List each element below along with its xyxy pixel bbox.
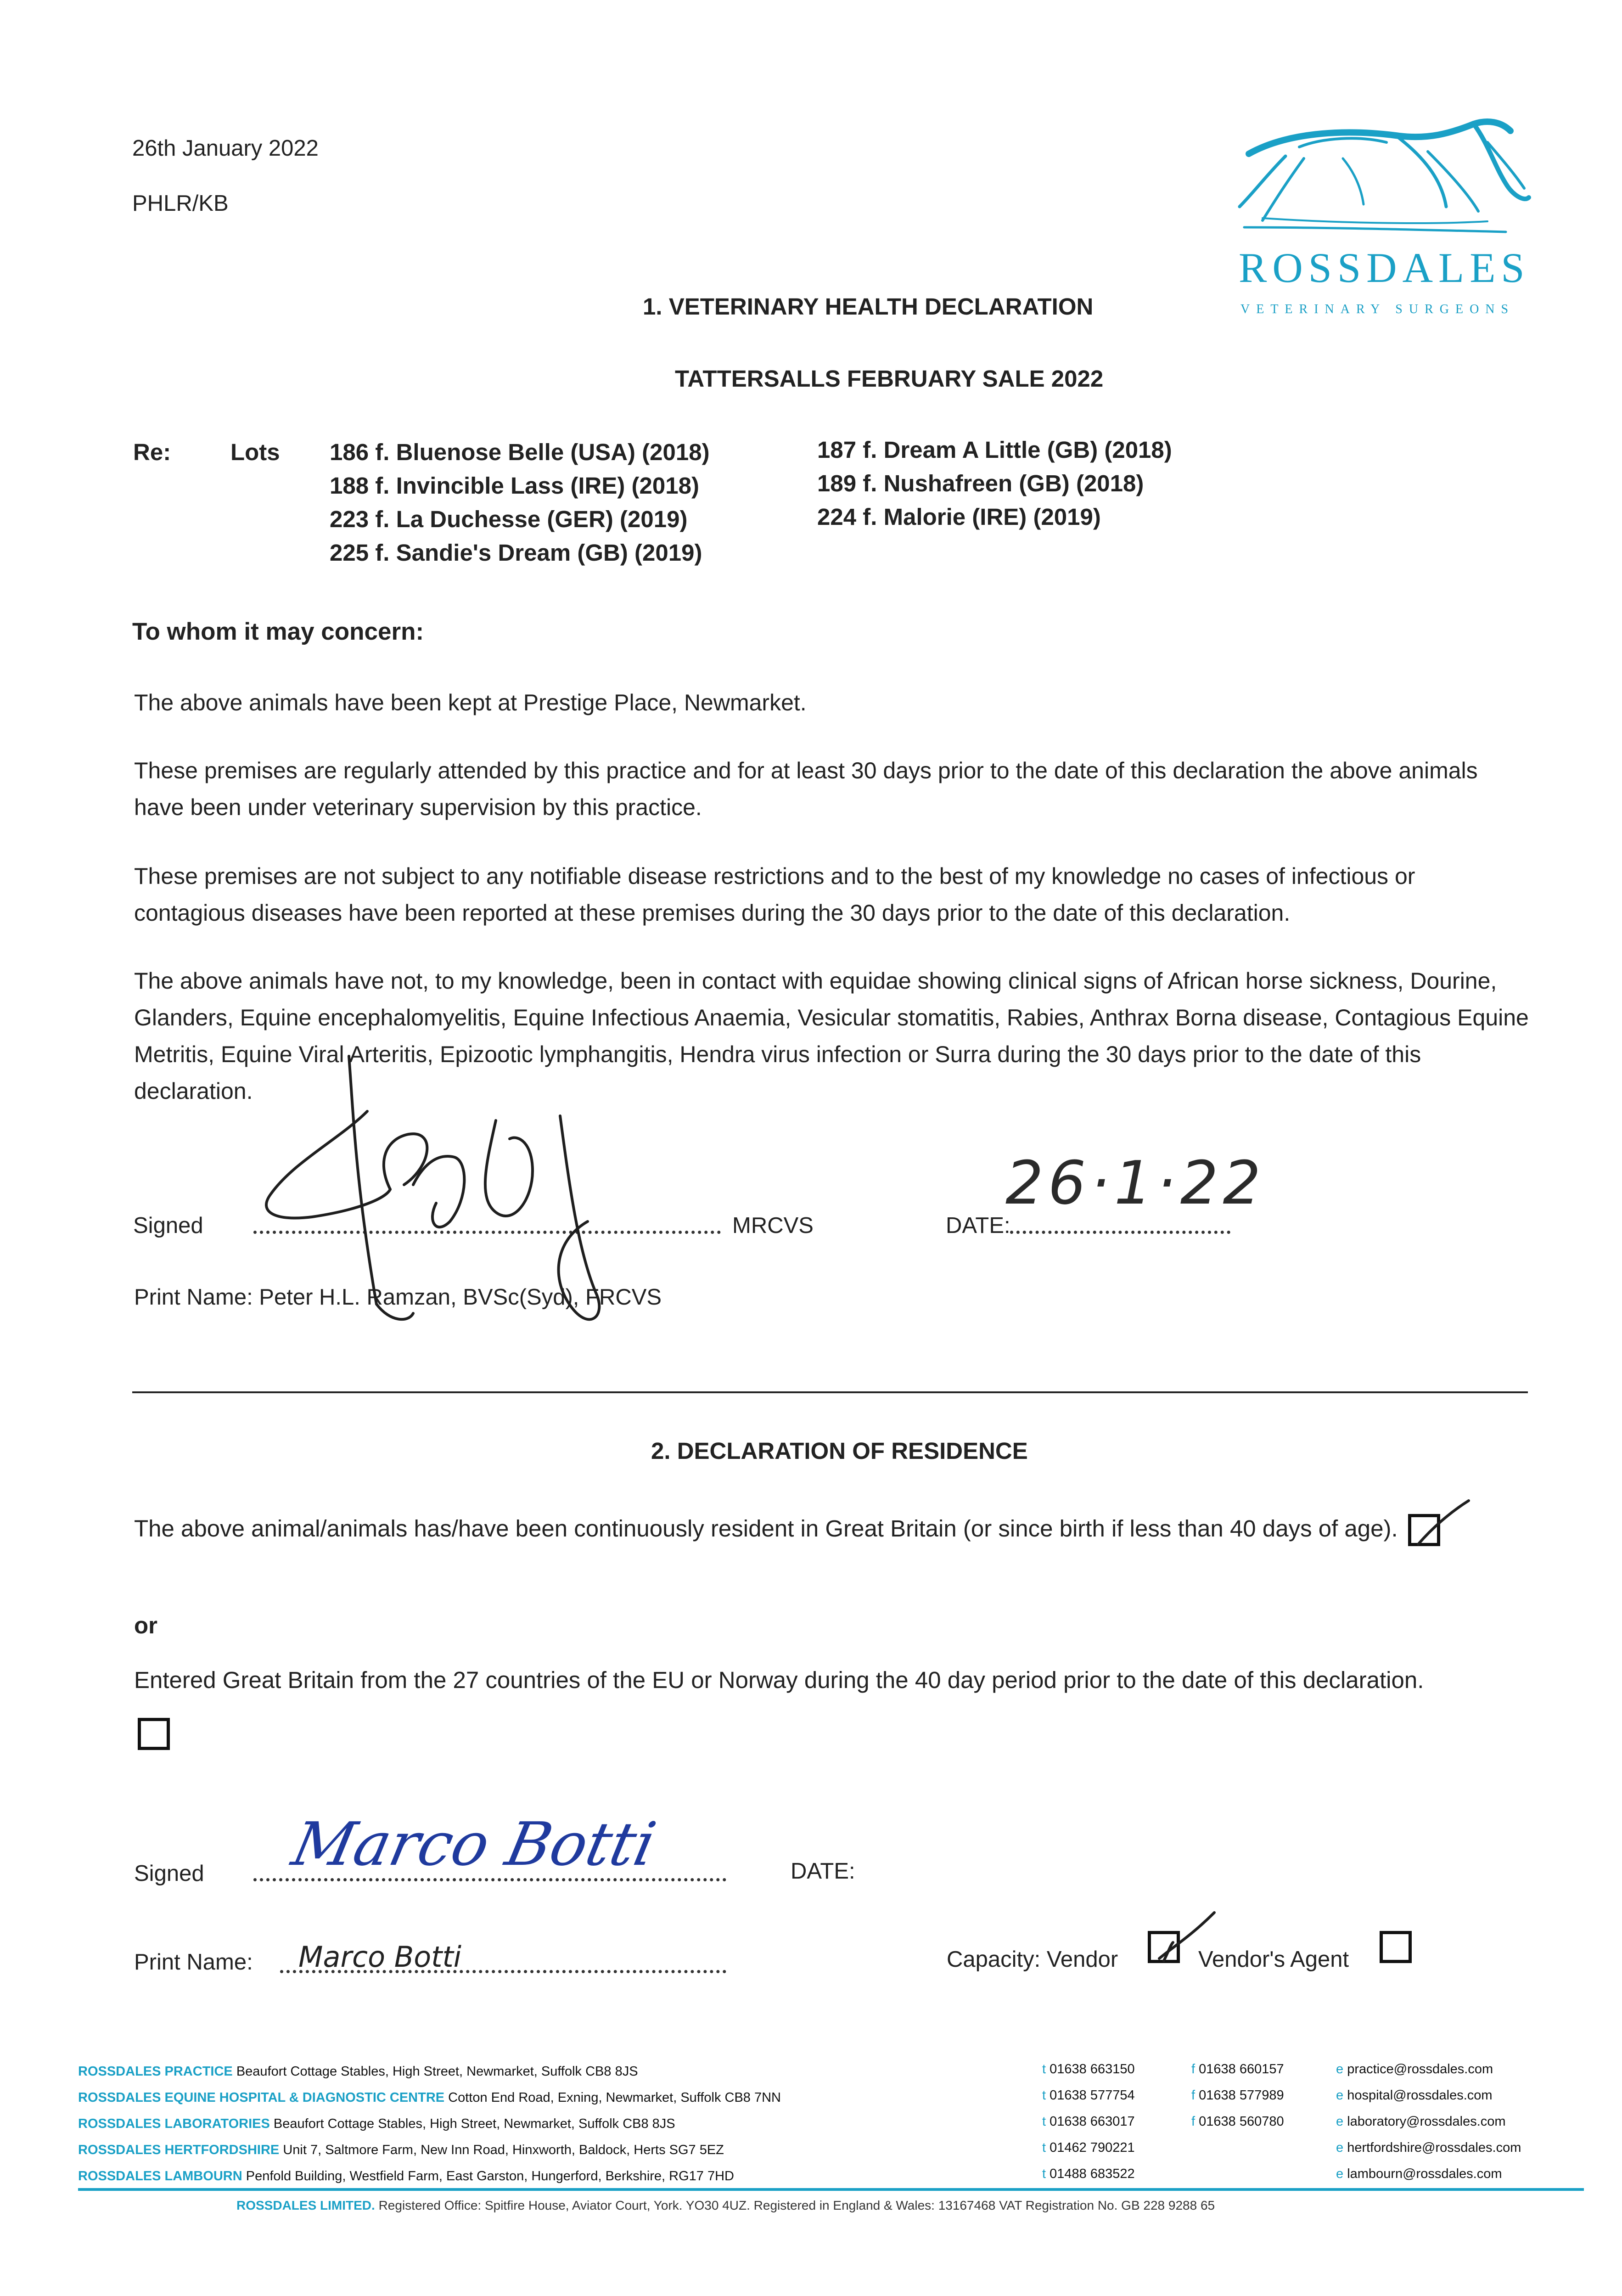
footer-address-row: ROSSDALES LABORATORIES Beaufort Cottage Stables, High Street, Newmarket, Suffolk CB8 8JS [78, 2116, 675, 2131]
section1-subheading: TATTERSALLS FEBRUARY SALE 2022 [675, 366, 1104, 392]
footer-fax: f 01638 560780 [1191, 2114, 1284, 2129]
footer-fax: f 01638 660157 [1191, 2062, 1284, 2077]
footer-rule [78, 2188, 1584, 2191]
re-label: Re: [133, 439, 171, 465]
footer-phone: t 01638 663017 [1042, 2114, 1135, 2129]
vendors-agent-checkbox[interactable] [1380, 1931, 1416, 1968]
lot-item: 224 f. Malorie (IRE) (2019) [817, 504, 1101, 530]
paragraph: These premises are not subject to any notifiable disease restrictions and to the best of my knowledge no cases of infectious or contagious diseases have been reported at these premises during the 30 days prior to the date of this declaration. [134, 863, 1415, 926]
date-label-2: DATE: [791, 1859, 855, 1884]
footer-address-row: ROSSDALES LAMBOURN Penfold Building, Westfield Farm, East Garston, Hungerford, Berkshire, RG17 7HD [78, 2169, 734, 2183]
rossdales-logo [1230, 115, 1533, 335]
section2-heading: 2. DECLARATION OF RESIDENCE [651, 1438, 1028, 1464]
residence-option-1-checkbox[interactable] [1404, 1512, 1441, 1549]
lot-item: 223 f. La Duchesse (GER) (2019) [330, 506, 688, 532]
lot-item: 188 f. Invincible Lass (IRE) (2018) [330, 473, 699, 499]
footer-address-row: ROSSDALES EQUINE HOSPITAL & DIAGNOSTIC CENTRE Cotton End Road, Exning, Newmarket, Suffolk CB8 7NN [78, 2090, 781, 2105]
section1-heading: 1. VETERINARY HEALTH DECLARATION [643, 293, 1094, 320]
residence-option-2-checkbox[interactable] [134, 1718, 171, 1755]
letter-reference: PHLR/KB [132, 191, 229, 216]
footer-address-row: ROSSDALES PRACTICE Beaufort Cottage Stables, High Street, Newmarket, Suffolk CB8 8JS [78, 2064, 638, 2079]
footer-phone: t 01488 683522 [1042, 2167, 1135, 2181]
footer-fax: f 01638 577989 [1191, 2088, 1284, 2103]
footer-legal: ROSSDALES LIMITED. Registered Office: Spitfire House, Aviator Court, York. YO30 4UZ. Registered in England & Wales: 13167468 VAT Registration No. GB 228 9288 65 [236, 2198, 1215, 2212]
paragraph: The above animals have been kept at Prestige Place, Newmarket. [134, 690, 807, 715]
footer-email[interactable]: e lambourn@rossdales.com [1336, 2167, 1502, 2181]
vet-signature-icon [239, 1047, 698, 1378]
mrcvs-label: MRCVS [732, 1213, 814, 1238]
footer-phone: t 01462 790221 [1042, 2140, 1135, 2155]
logo-wordmark: ROSSDALES [1239, 244, 1530, 291]
residence-option-1-text: The above animal/animals has/have been continuously resident in Great Britain (or since birth if less than 40 days of age). [134, 1515, 1398, 1542]
check-mark-icon [1400, 1491, 1473, 1565]
handwritten-date: 26·1·22 [1005, 1148, 1266, 1218]
signed-label-2: Signed [134, 1861, 204, 1886]
residence-option-2-text: Entered Great Britain from the 27 countries of the EU or Norway during the 40 day period prior to the date of this declaration. [134, 1667, 1424, 1693]
footer-phone: t 01638 663150 [1042, 2062, 1135, 2077]
paragraph: These premises are regularly attended by this practice and for at least 30 days prior to the date of this declaration the above animals have been under veterinary supervision by this practice. [134, 758, 1478, 820]
footer-phone: t 01638 577754 [1042, 2088, 1135, 2103]
lot-item: 189 f. Nushafreen (GB) (2018) [817, 470, 1144, 496]
footer-address-row: ROSSDALES HERTFORDSHIRE Unit 7, Saltmore Farm, New Inn Road, Hinxworth, Baldock, Herts SG7 5EZ [78, 2143, 724, 2157]
footer-email[interactable]: e hospital@rossdales.com [1336, 2088, 1493, 2103]
paragraph: The above animals have not, to my knowledge, been in contact with equidae showing clinical signs of African horse sickness, Dourine, Glanders, Equine encephalomyelitis, Equine Infectious Anaemia, Vesicular stomatitis, Rabies, Anthrax Borna disease, Contagious Equine Metritis, Equine Viral Arteritis, Epizootic lymphangitis, Hendra virus infection or Surra during the 30 days prior to the date of this declaration. [134, 968, 1529, 1104]
logo-subtitle: VETERINARY SURGEONS [1240, 302, 1515, 316]
or-label: or [134, 1612, 157, 1638]
signed-label: Signed [133, 1213, 203, 1238]
footer-email[interactable]: e hertfordshire@rossdales.com [1336, 2140, 1521, 2155]
print-name-label-2: Print Name: [134, 1950, 253, 1975]
capacity-vendor-label: Capacity: Vendor [947, 1947, 1118, 1972]
date-label: DATE: [946, 1213, 1010, 1238]
lots-label: Lots [230, 439, 280, 465]
section-divider [132, 1391, 1528, 1393]
agent-print-name: Marco Botti [298, 1940, 462, 1974]
date-line [1010, 1231, 1230, 1234]
salutation: To whom it may concern: [132, 618, 424, 645]
residence-option-2 [134, 1653, 1456, 1761]
agent-signature: Marco Botti [286, 1809, 662, 1879]
lot-item: 186 f. Bluenose Belle (USA) (2018) [330, 439, 710, 465]
vendors-agent-label: Vendor's Agent [1198, 1947, 1349, 1972]
vet-print-name: Print Name: Peter H.L. Ramzan, BVSc(Syd), FRCVS [134, 1285, 662, 1310]
footer-email[interactable]: e laboratory@rossdales.com [1336, 2114, 1506, 2129]
horse-logo-icon [1230, 115, 1533, 248]
vendor-checkbox[interactable] [1148, 1931, 1184, 1968]
lot-item: 225 f. Sandie's Dream (GB) (2019) [330, 540, 702, 566]
footer-email[interactable]: e practice@rossdales.com [1336, 2062, 1493, 2077]
residence-option-1 [134, 1502, 1456, 1556]
lot-item: 187 f. Dream A Little (GB) (2018) [817, 437, 1172, 463]
letter-date: 26th January 2022 [132, 136, 319, 161]
